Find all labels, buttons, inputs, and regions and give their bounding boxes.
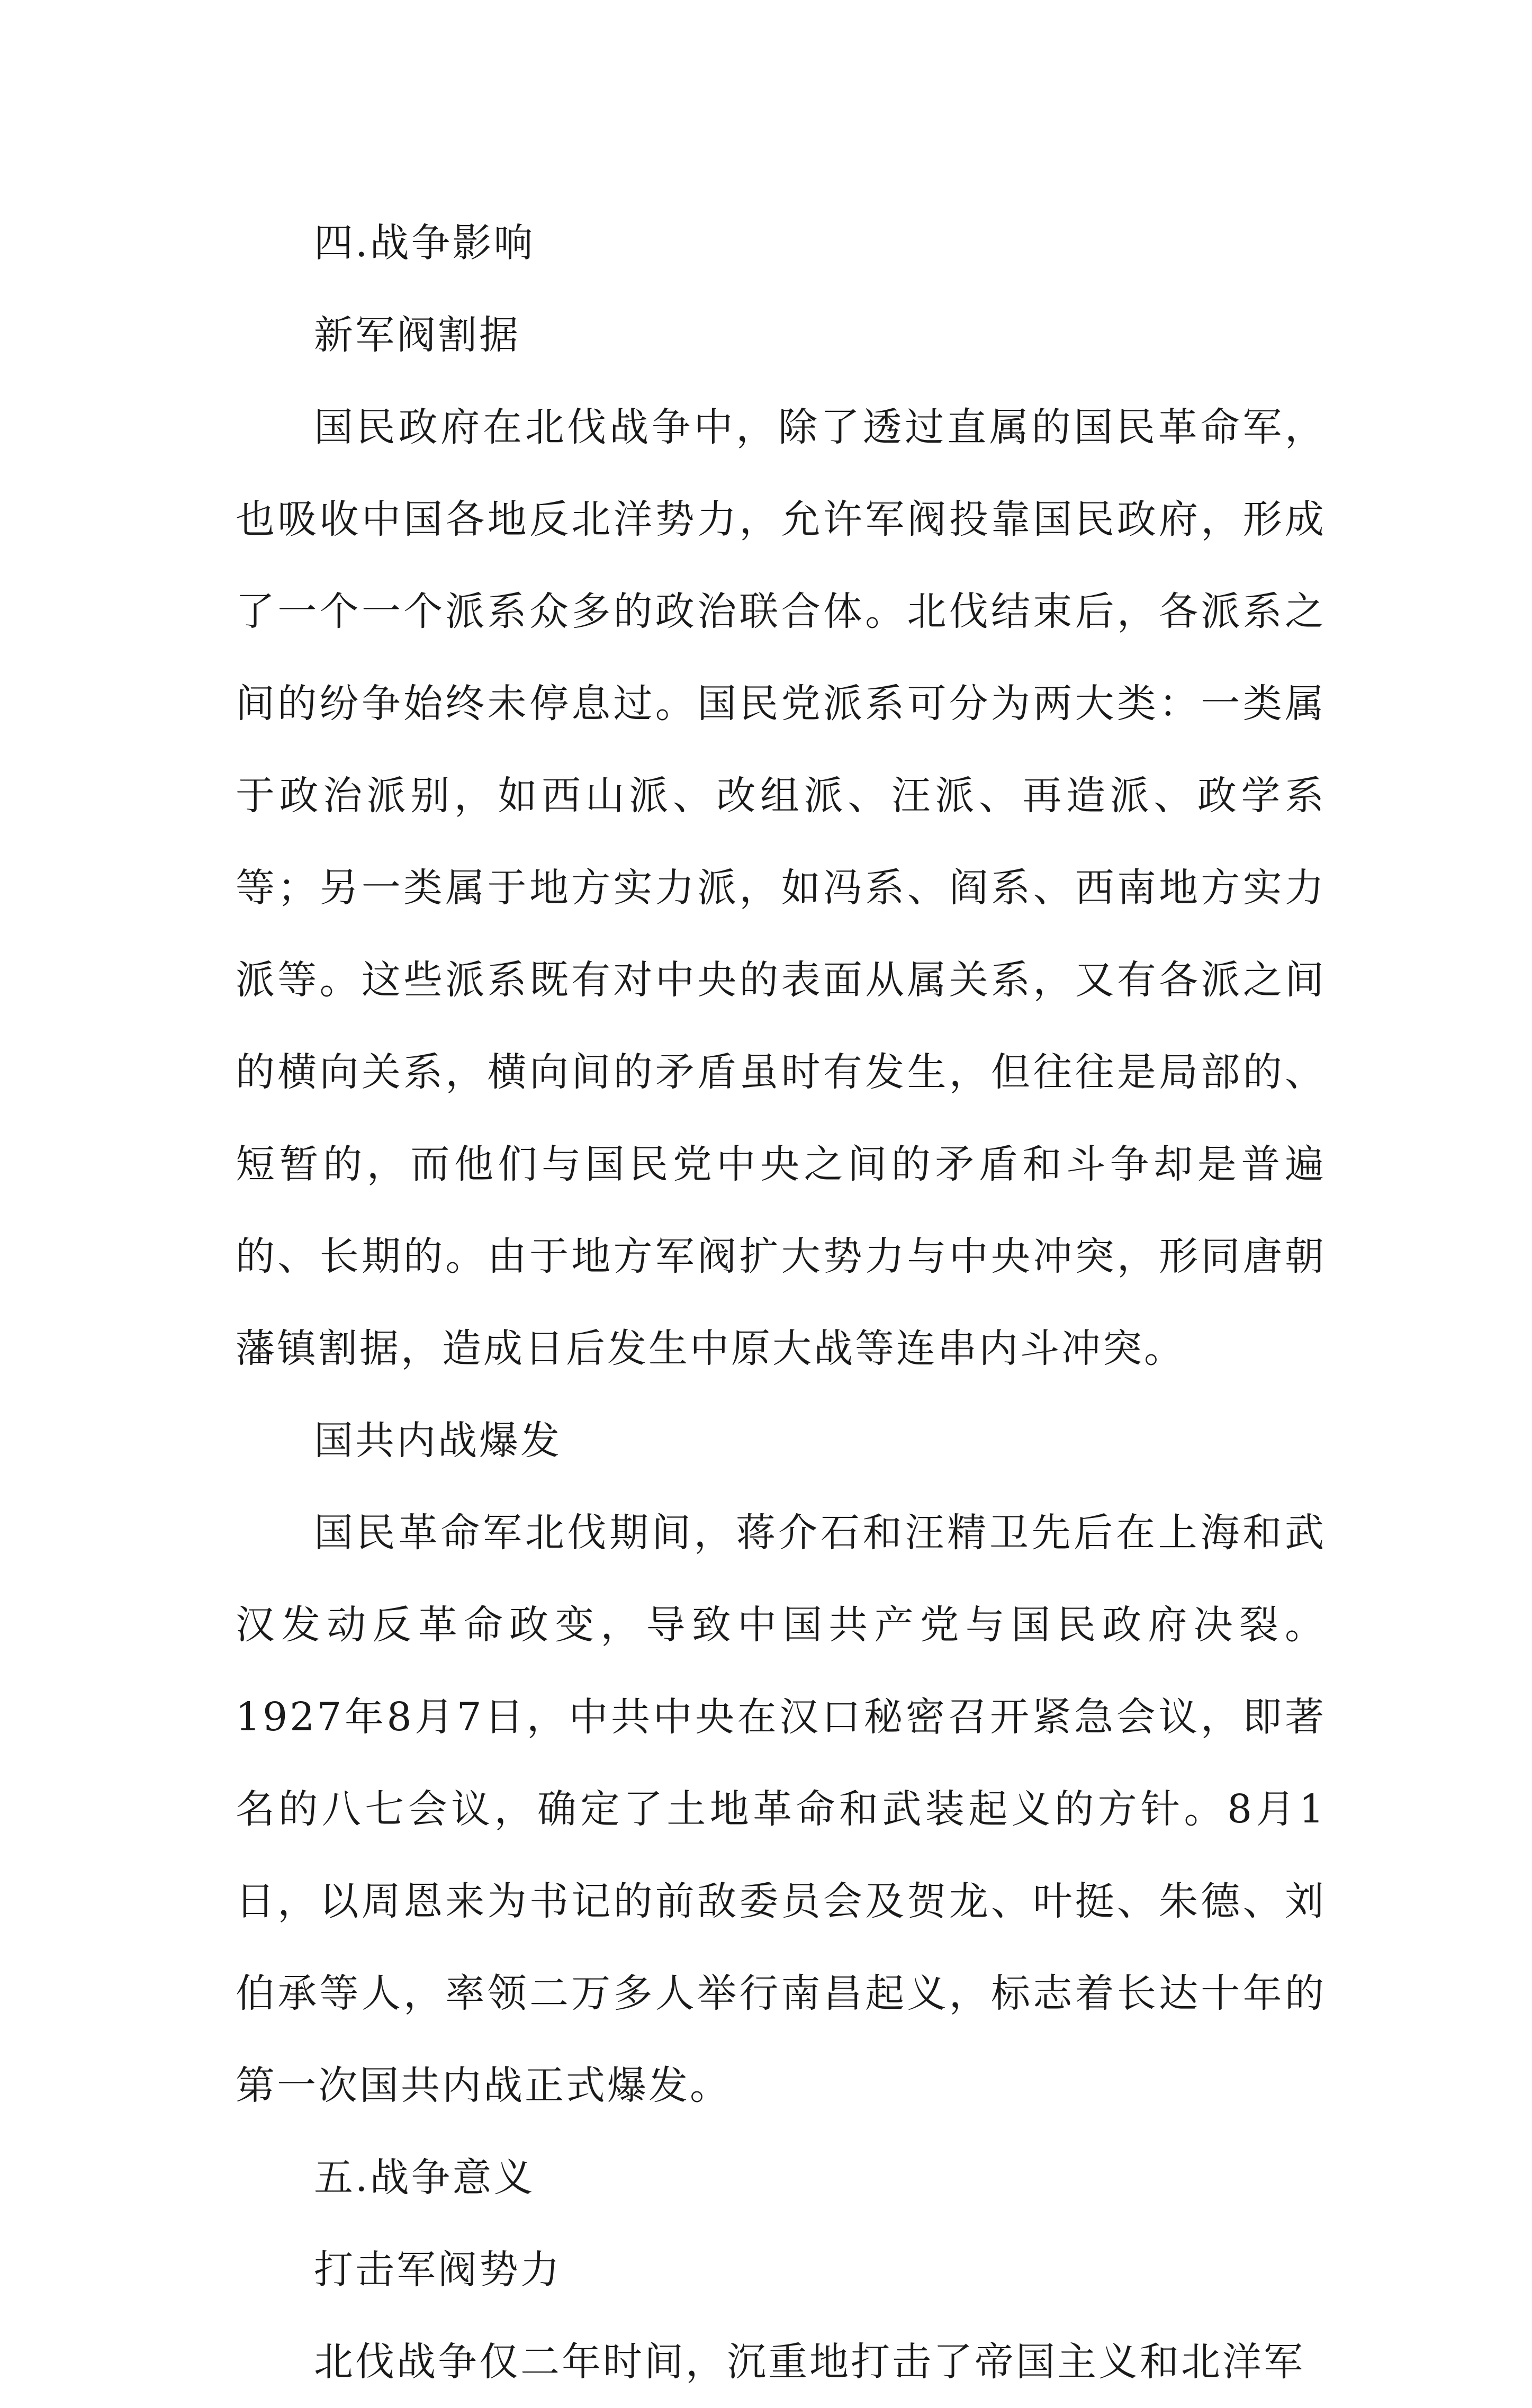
paragraph-warlord-factions: 国民政府在北伐战争中，除了透过直属的国民革命军，也吸收中国各地反北洋势力，允许军阀投靠国民政府，形成了一个一个派系众多的政治联合体。北伐结束后，各派系之间的纷争始终未停息过。国民党派系可分为两大类：一类属于政治派别，如西山派、改组派、汪派、再造派、政学系等；另一类属于地方实力派，如冯系、阎系、西南地方实力派等。这些派系既有对中央的表面从属关系，又有各派之间的横向关系，横向间的矛盾虽时有发生，但往往是局部的、短暂的，而他们与国民党中央之间的矛盾和斗争却是普遍的、长期的。由于地方军阀扩大势力与中央冲突，形同唐朝藩镇割据，造成日后发生中原大战等连串内斗冲突。 — [236, 405, 1326, 1371]
paragraph-strike-warlords: 北伐战争仅二年时间，沉重地打击了帝国主义和北洋军 — [314, 2339, 1305, 2385]
subheading-strike-warlords: 打击军阀势力 — [314, 2247, 562, 2293]
paragraph-civil-war: 国民革命军北伐期间，蒋介石和汪精卫先后在上海和武汉发动反革命政变，导致中国共产党与国民政府决裂。1927年8月7日，中共中央在汉口秘密召开紧急会议，即著名的八七会议，确定了土地革命和武装起义的方针。8月1日，以周恩来为书记的前敌委员会及贺龙、叶挺、朱德、刘伯承等人，率领二万多人举行南昌起义，标志着长达十年的第一次国共内战正式爆发。 — [236, 1510, 1326, 2108]
section-heading-war-impact: 四.战争影响 — [314, 220, 535, 266]
subheading-new-warlord-separatism: 新军阀割据 — [314, 312, 520, 358]
section-heading-war-significance: 五.战争意义 — [314, 2155, 535, 2200]
subheading-civil-war-outbreak: 国共内战爆发 — [314, 1418, 562, 1463]
document-body — [236, 197, 1326, 2408]
